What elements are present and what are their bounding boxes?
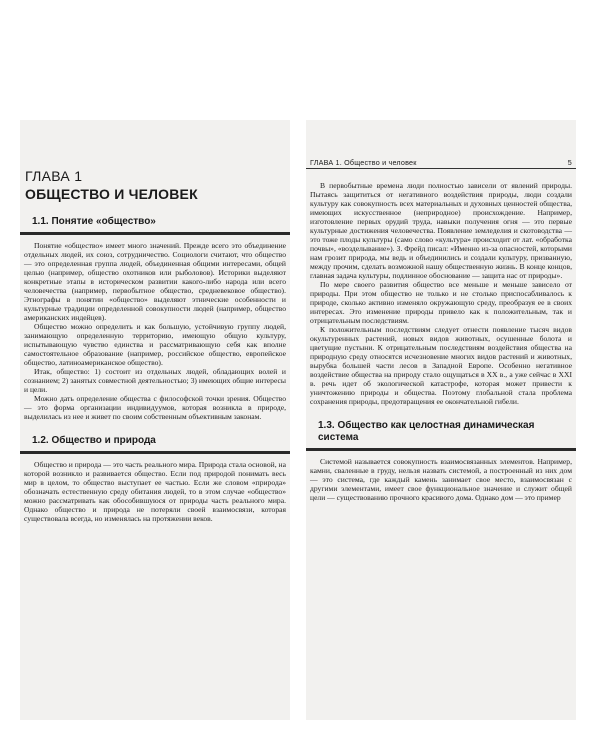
- chapter-label: ГЛАВА 1: [25, 168, 83, 184]
- section-1-body: [20, 241, 290, 421]
- running-head-title: ГЛАВА 1. Общество и человек: [310, 158, 417, 167]
- section-1-rule: [20, 232, 290, 235]
- running-header: [306, 158, 576, 169]
- section-2-rule: [20, 451, 290, 454]
- section-1-title: 1.1. Понятие «общество»: [32, 216, 156, 227]
- paragraph: По мере своего развития общество все меньше и меньше зависело от природы. При этом общество не только и не столько приспосабливалось к природе, сколько активно изменяло окружающую среду, преобразуя ее в своих интересах. Это изменение природы привело как к положительным, так и отрицательным последствиям.: [310, 280, 572, 325]
- section-2-body: [20, 460, 290, 523]
- right-page: [306, 120, 576, 720]
- paragraph: Понятие «общество» имеет много значений. Прежде всего это объединение отдельных людей, их союз, сотрудничество. Социологи считают, что общество — это определенная группа людей, объединенная общими интересами, общей целью (например, общество охотников или рыболовов). Историки выделяют конкретные этапы в историческом развитии какого-либо народа или всего человечества (например, первобытное общество, средневековое общество). Этнографы в понятии «общество» выделяют этнические особенности и культурные традиции определенной совокупности людей (например, общество американских индейцев).: [24, 241, 286, 322]
- paragraph: Итак, общество: 1) состоит из отдельных людей, обладающих волей и сознанием; 2) занятых совместной деятельностью; 3) имеющих общие интересы и цели.: [24, 367, 286, 394]
- section-2-title: 1.2. Общество и природа: [32, 435, 156, 446]
- page-number: 5: [567, 158, 572, 167]
- section-3-body: [306, 457, 576, 502]
- paragraph: В первобытные времена люди полностью зависели от явлений природы. Пытаясь защититься от негативного воздействия природы, люди создали культуру как совокупность всех материальных и духовных ценностей общества, имеющих искусственное (неприродное) происхождение. Например, изготовление первых орудий труда, навыки получения огня — это первые культурные достижения человечества. Появление земледелия и скотоводства — это тоже плоды культуры (само слово «культура» происходит от лат. «обработка почвы», «возделывание»). З. Фрейд писал: «Именно из-за опасностей, которыми нам грозит природа, мы ведь и объединились и создали культуру, призванную, между прочим, сделать возможной нашу общественную жизнь. В конце концов, главная задача культуры, подлинное обоснование — защита нас от природы».: [310, 181, 572, 280]
- paragraph: Можно дать определение общества с философской точки зрения. Общество — это форма организации индивидуумов, которая возникла в природе, выделилась из нее и живет по своим собственным объективным законам.: [24, 394, 286, 421]
- chapter-title: ОБЩЕСТВО И ЧЕЛОВЕК: [25, 186, 198, 202]
- left-page: [20, 120, 290, 720]
- paragraph: Системой называется совокупность взаимосвязанных элементов. Например, камни, сваленные в груду, нельзя назвать системой, а построенный из них дом — это система, где каждый камень занимает свое место, взаимосвязан с другими элементами, имеет свое функциональное значение и служит общей цели — существованию прочного красивого дома. Однако дом — это пример: [310, 457, 572, 502]
- section-3-rule: [306, 448, 576, 451]
- section-3-title: 1.3. Общество как целостная динамическая система: [318, 420, 535, 443]
- paragraph: Общество и природа — это часть реального мира. Природа стала основой, на которой возникло и развивается общество. Если под природой понимать весь мир в целом, то общество выступает ее частью. Если же словом «природа» обозначать естественную среду обитания людей, то в этом случае «общество» можно рассматривать как обособившуюся от природы часть реального мира. Однако общество и природа не потеряли своей взаимосвязи, которая существовала всегда, но изменялась на протяжении веков.: [24, 460, 286, 523]
- paragraph: К положительным последствиям следует отнести появление тысяч видов окультуренных растений, новых видов животных, осушенные болота и цветущие пустыни. К отрицательным последствиям воздействия общества на природную среду относятся исчезновение многих видов растений и животных, вырубка большей части лесов в Западной Европе. Особенно негативное воздействие общества на природу стало ощущаться в XX в., а уже сейчас в XXI в. речь идет об экологической катастрофе, которая может привести к уничтожению природы и общества. Поэтому глобальной стала проблема сохранения природы, предотвращения ее окончательной гибели.: [310, 325, 572, 406]
- paragraph: Общество можно определить и как большую, устойчивую группу людей, занимающую определенную территорию, имеющую общую культуру, испытывающую чувство единства и рассматривающую себя как вполне самостоятельное образование (например, российское общество, европейское общество, латиноамериканское общество).: [24, 322, 286, 367]
- right-body: [306, 169, 576, 406]
